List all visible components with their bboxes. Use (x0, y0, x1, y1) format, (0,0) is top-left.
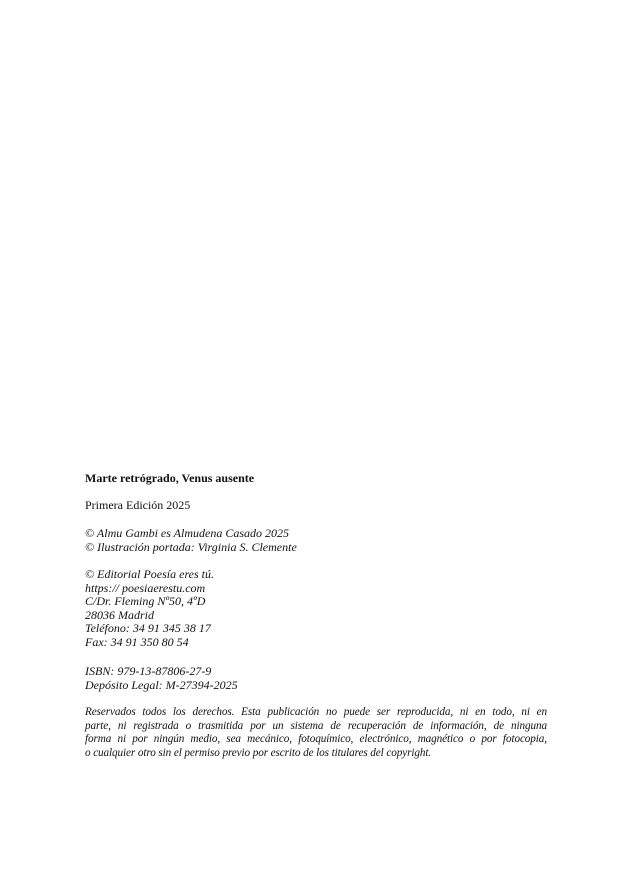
credits-block (85, 527, 547, 554)
deposito-legal-text: Depósito Legal: M-27394-2025 (85, 677, 238, 692)
isbn-text: ISBN: 979-13-87806-27-9 (85, 664, 212, 678)
publisher-city: 28036 Madrid (85, 607, 154, 622)
illustration-credit: © Ilustración portada: Virginia S. Clemente (85, 539, 297, 554)
edition-block (85, 499, 547, 513)
publisher-website: https:// poesiaerestu.com (85, 580, 206, 595)
author-credit: © Almu Gambi es Almudena Casado 2025 (85, 526, 290, 540)
rights-line: forma ni por ningún medio, sea mecánico, fotoquímico, electrónico, magnético o por fotocopia, (85, 733, 547, 746)
legal-block (85, 665, 547, 692)
rights-line: o cualquier otro sin el permiso previo por escrito de los titulares del copyright. (85, 746, 432, 759)
rights-notice (85, 706, 547, 760)
publisher-phone: Teléfono: 34 91 345 38 17 (85, 621, 211, 636)
book-title (85, 472, 547, 486)
rights-line: parte, ni registrada o trasmitida por un sistema de recuperación de información, de ninguna (85, 719, 547, 732)
publisher-name: © Editorial Poesía eres tú. (85, 567, 214, 581)
publisher-street: C/Dr. Fleming Nº50, 4ºD (85, 594, 206, 609)
publisher-block (85, 568, 547, 650)
edition-text: Primera Edición 2025 (85, 498, 191, 512)
book-title-text: Marte retrógrado, Venus ausente (85, 471, 255, 485)
rights-line: Reservados todos los derechos. Esta publicación no puede ser reproducida, ni en todo, ni en (85, 706, 547, 718)
publisher-fax: Fax: 34 91 350 80 54 (85, 634, 189, 649)
